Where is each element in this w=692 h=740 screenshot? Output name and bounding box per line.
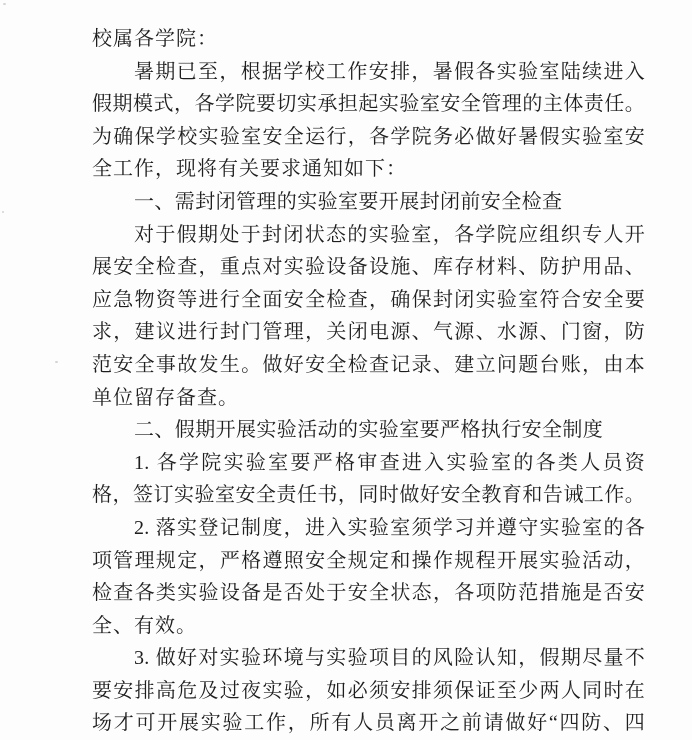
body-line: 全、有效。 bbox=[92, 614, 197, 637]
section-two-heading: 二、假期开展实验活动的实验室要严格执行安全制度 bbox=[134, 419, 604, 442]
body-line: 全工作，现将有关要求通知如下： bbox=[92, 158, 407, 181]
numbered-item-line: 2. 落实登记制度，进入实验室须学习并遵守实验室的各 bbox=[134, 516, 645, 539]
body-line: 应急物资等进行全面安全检查，确保封闭实验室符合安全要 bbox=[92, 288, 645, 311]
body-line: 求，建议进行封门管理，关闭电源、气源、水源、门窗，防 bbox=[92, 321, 645, 344]
numbered-item-line: 3. 做好对实验环境与实验项目的风险认知，假期尽量不 bbox=[134, 647, 645, 670]
body-line: 展安全检查，重点对实验设备设施、库存材料、防护用品、 bbox=[92, 256, 645, 279]
body-line: 暑期已至，根据学校工作安排，暑假各实验室陆续进入 bbox=[134, 60, 645, 83]
scan-speck bbox=[553, 690, 555, 692]
body-line: 检查各类实验设备是否处于安全状态，各项防范措施是否安 bbox=[92, 582, 645, 605]
body-line: 要安排高危及过夜实验，如必须安排须保证至少两人同时在 bbox=[92, 679, 645, 702]
scan-speck bbox=[2, 211, 4, 213]
section-one-heading: 一、需封闭管理的实验室要开展封闭前安全检查 bbox=[134, 190, 563, 213]
scan-speck bbox=[55, 361, 58, 363]
body-line: 范安全事故发生。做好安全检查记录、建立问题台账，由本 bbox=[92, 353, 645, 376]
document-body bbox=[92, 23, 645, 740]
body-line: 场才可开展实验工作，所有人员离开之前请做好“四防、四 bbox=[92, 712, 645, 735]
body-line: 项管理规定，严格遵照安全规定和操作规程开展实验活动， bbox=[92, 549, 645, 572]
body-line: 格，签订实验室安全责任书，同时做好安全教育和告诫工作。 bbox=[92, 484, 645, 507]
body-line: 对于假期处于封闭状态的实验室，各学院应组织专人开 bbox=[134, 223, 645, 246]
body-line: 假期模式，各学院要切实承担起实验室安全管理的主体责任。 bbox=[92, 93, 645, 116]
salutation: 校属各学院： bbox=[92, 28, 218, 50]
numbered-item-line: 1. 各学院实验室要严格审查进入实验室的各类人员资 bbox=[134, 451, 645, 474]
scan-speck bbox=[3, 3, 6, 5]
body-line: 为确保学校实验室安全运行，各学院务必做好暑假实验室安 bbox=[92, 125, 645, 148]
body-line: 单位留存备查。 bbox=[92, 386, 239, 409]
